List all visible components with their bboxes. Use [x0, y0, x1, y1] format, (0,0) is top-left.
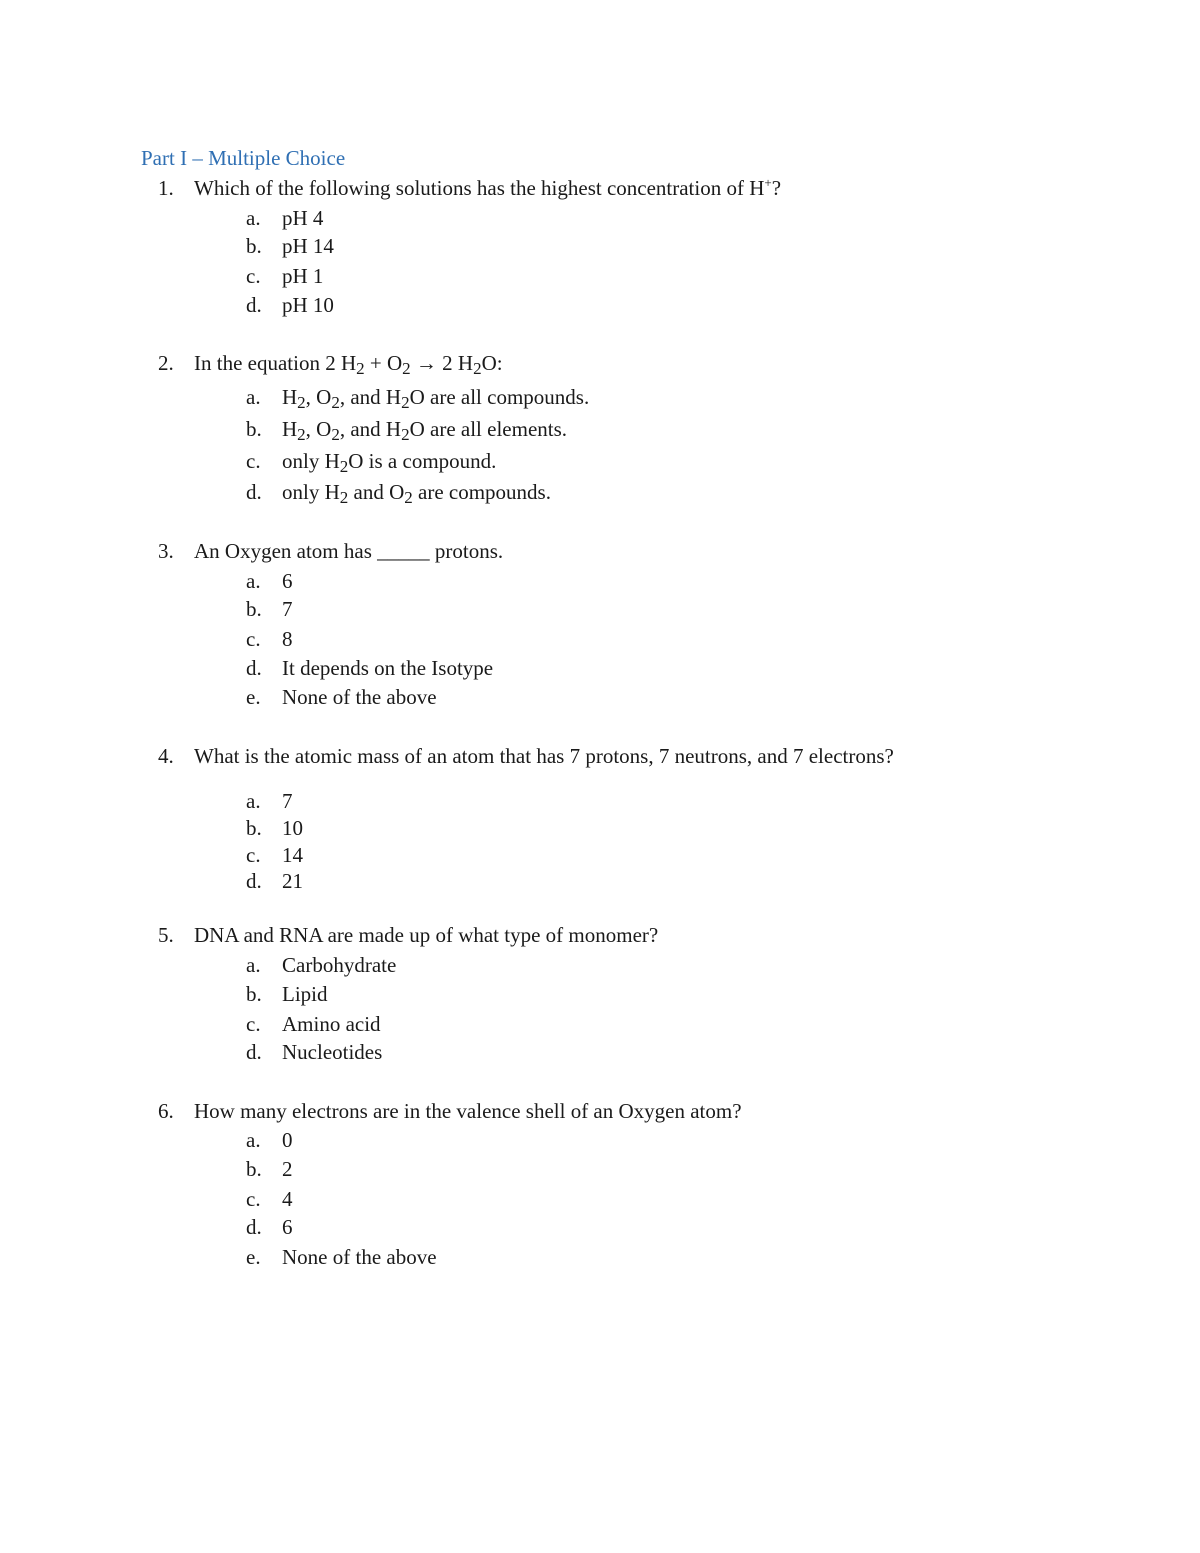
option-text: None of the above [282, 685, 437, 709]
option-text: 7 [282, 597, 293, 621]
question-number: 1. [158, 176, 174, 200]
option-text: 14 [282, 843, 303, 867]
answer-option [0, 1157, 1200, 1185]
question-text: How many electrons are in the valence shell of an Oxygen atom? [194, 1099, 742, 1123]
option-text: Carbohydrate [282, 953, 397, 977]
option-text: only $H_2O$ is a compound. [282, 449, 497, 476]
answer-option [0, 1245, 1200, 1273]
question-number: 3. [158, 539, 174, 563]
question-5 [0, 923, 1200, 951]
option-letter: a. [246, 206, 261, 230]
option-text: Nucleotides [282, 1040, 383, 1064]
answer-option [0, 1040, 1200, 1068]
option-text: 6 [282, 569, 293, 593]
option-letter: d. [246, 293, 262, 317]
option-letter: d. [246, 480, 262, 504]
option-letter: c. [246, 264, 261, 288]
option-text: pH 10 [282, 293, 334, 317]
question-number: 5. [158, 923, 174, 947]
option-text: 10 [282, 816, 303, 840]
answer-option [0, 789, 1200, 817]
option-text: 0 [282, 1128, 293, 1152]
option-letter: e. [246, 685, 261, 709]
option-letter: c. [246, 1012, 261, 1036]
answer-option [0, 982, 1200, 1010]
option-letter: d. [246, 869, 262, 893]
option-text: $H_2$, $O_2$, and $H_2O$ are all elements. [282, 417, 568, 444]
option-letter: a. [246, 953, 261, 977]
option-text: pH 4 [282, 206, 324, 230]
option-text: 21 [282, 869, 303, 893]
option-letter: c. [246, 627, 261, 651]
option-letter: a. [246, 569, 261, 593]
answer-option [0, 1187, 1200, 1215]
question-text: In the equation 2 $H_2 + O_2 \to 2$ $H_2O$: [194, 351, 503, 378]
answer-option [0, 816, 1200, 844]
answer-option [0, 206, 1200, 234]
answer-option [0, 953, 1200, 981]
answer-option [0, 234, 1200, 262]
question-1 [0, 176, 1200, 204]
question-6 [0, 1099, 1200, 1127]
answer-option [0, 449, 1200, 477]
option-letter: d. [246, 1040, 262, 1064]
answer-option [0, 597, 1200, 625]
answer-option [0, 293, 1200, 321]
option-letter: c. [246, 843, 261, 867]
option-text: 6 [282, 1215, 293, 1239]
option-letter: b. [246, 1157, 262, 1181]
option-text: None of the above [282, 1245, 437, 1269]
question-number: 2. [158, 351, 174, 375]
section-heading: Part I – Multiple Choice [141, 146, 346, 170]
option-letter: a. [246, 385, 261, 409]
option-text: $H_2$, $O_2$, and $H_2O$ are all compounds. [282, 385, 590, 412]
answer-option [0, 685, 1200, 713]
question-text: Which of the following solutions has the highest concentration of H+? [194, 175, 782, 200]
question-4 [0, 744, 1200, 772]
option-text: 2 [282, 1157, 293, 1181]
answer-option [0, 627, 1200, 655]
option-text: only $H_2$ and $O_2$ are compounds. [282, 480, 551, 507]
option-text: Lipid [282, 982, 328, 1006]
question-number: 4. [158, 744, 174, 768]
answer-option [0, 480, 1200, 508]
answer-option [0, 843, 1200, 871]
question-text: DNA and RNA are made up of what type of monomer? [194, 923, 659, 947]
option-letter: b. [246, 597, 262, 621]
question-2 [0, 351, 1200, 379]
option-letter: d. [246, 656, 262, 680]
question-text: An Oxygen atom has _____ protons. [194, 539, 504, 563]
option-text: It depends on the Isotype [282, 656, 494, 680]
answer-option [0, 569, 1200, 597]
answer-option [0, 1012, 1200, 1040]
option-letter: b. [246, 982, 262, 1006]
option-text: 7 [282, 789, 293, 813]
option-letter: a. [246, 1128, 261, 1152]
option-letter: b. [246, 816, 262, 840]
option-text: Amino acid [282, 1012, 381, 1036]
question-3 [0, 539, 1200, 567]
question-number: 6. [158, 1099, 174, 1123]
option-letter: a. [246, 789, 261, 813]
option-letter: b. [246, 417, 262, 441]
answer-option [0, 264, 1200, 292]
option-letter: c. [246, 449, 261, 473]
option-letter: c. [246, 1187, 261, 1211]
option-text: pH 1 [282, 264, 324, 288]
answer-option [0, 417, 1200, 445]
option-letter: b. [246, 234, 262, 258]
answer-option [0, 385, 1200, 413]
answer-option [0, 869, 1200, 897]
question-text: What is the atomic mass of an atom that has 7 protons, 7 neutrons, and 7 electrons? [194, 744, 894, 768]
option-text: 8 [282, 627, 293, 651]
answer-option [0, 1128, 1200, 1156]
answer-option [0, 1215, 1200, 1243]
option-letter: e. [246, 1245, 261, 1269]
answer-option [0, 656, 1200, 684]
option-text: pH 14 [282, 234, 334, 258]
option-letter: d. [246, 1215, 262, 1239]
option-text: 4 [282, 1187, 293, 1211]
